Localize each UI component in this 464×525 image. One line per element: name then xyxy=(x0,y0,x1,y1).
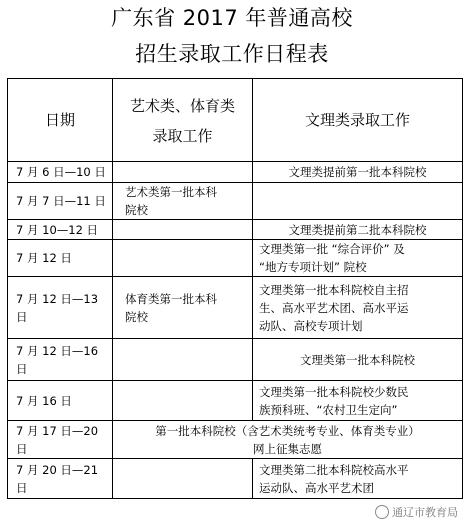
header-arts-sports-line2: 录取工作 xyxy=(152,127,213,145)
cell-liberal-science: 文理类第一批本科院校自主招 生、高水平艺术团、高水平运 动队、高校专项计划 xyxy=(253,277,463,339)
cell-date: 7 月 12 日—16 日 xyxy=(8,339,113,381)
header-liberal-science: 文理类录取工作 xyxy=(253,79,463,162)
table-row xyxy=(8,240,463,277)
watermark xyxy=(375,504,458,520)
cell-arts-sports: 艺术类第一批本科 院校 xyxy=(113,183,253,220)
cell-arts-sports xyxy=(113,381,253,421)
cell-date: 7 月 12 日 xyxy=(8,240,113,277)
cell-date: 7 月 10—12 日 xyxy=(8,220,113,240)
table-row xyxy=(8,277,463,339)
cell-arts-sports: 体育类第一批本科 院校 xyxy=(113,277,253,339)
cell-liberal-science: 文理类第二批本科院校高水平 运动队、高水平艺术团 xyxy=(253,459,463,499)
cell-liberal-science xyxy=(253,183,463,220)
cell-arts-sports xyxy=(113,162,253,183)
table-row xyxy=(8,162,463,183)
cell-liberal-science: 文理类第一批本科院校少数民 族预科班、“农村卫生定向” xyxy=(253,381,463,421)
table-row xyxy=(8,339,463,381)
table-row xyxy=(8,421,463,459)
cell-liberal-science: 文理类提前第一批本科院校 xyxy=(253,162,463,183)
table-row xyxy=(8,381,463,421)
cell-arts-sports xyxy=(113,220,253,240)
page-title: 广东省 2017 年普通高校 xyxy=(111,6,353,30)
cell-liberal-science: 文理类提前第二批本科院校 xyxy=(253,220,463,240)
cell-arts-sports xyxy=(113,339,253,381)
table-row xyxy=(8,183,463,220)
wechat-icon xyxy=(375,505,389,519)
cell-arts-sports xyxy=(113,240,253,277)
cell-liberal-science: 文理类第一批 “综合评价” 及 “地方专项计划” 院校 xyxy=(253,240,463,277)
cell-merged: 第一批本科院校（含艺术类统考专业、体育类专业） 网上征集志愿 xyxy=(113,421,463,459)
cell-date: 7 月 6 日—10 日 xyxy=(8,162,113,183)
cell-liberal-science: 文理类第一批本科院校 xyxy=(253,339,463,381)
cell-arts-sports xyxy=(113,459,253,499)
schedule-table xyxy=(7,78,463,499)
cell-date: 7 月 7 日—11 日 xyxy=(8,183,113,220)
table-row xyxy=(8,459,463,499)
watermark-text: 通辽市教育局 xyxy=(392,506,458,519)
cell-date: 7 月 17 日—20 日 xyxy=(8,421,113,459)
header-date: 日期 xyxy=(8,79,113,162)
table-row xyxy=(8,220,463,240)
cell-date: 7 月 12 日—13 日 xyxy=(8,277,113,339)
cell-date: 7 月 20 日—21 日 xyxy=(8,459,113,499)
header-arts-sports xyxy=(113,79,253,162)
header-arts-sports-line1: 艺术类、体育类 xyxy=(129,97,235,115)
cell-date: 7 月 16 日 xyxy=(8,381,113,421)
table-header-row xyxy=(8,79,463,162)
page-subtitle: 招生录取工作日程表 xyxy=(135,42,329,66)
